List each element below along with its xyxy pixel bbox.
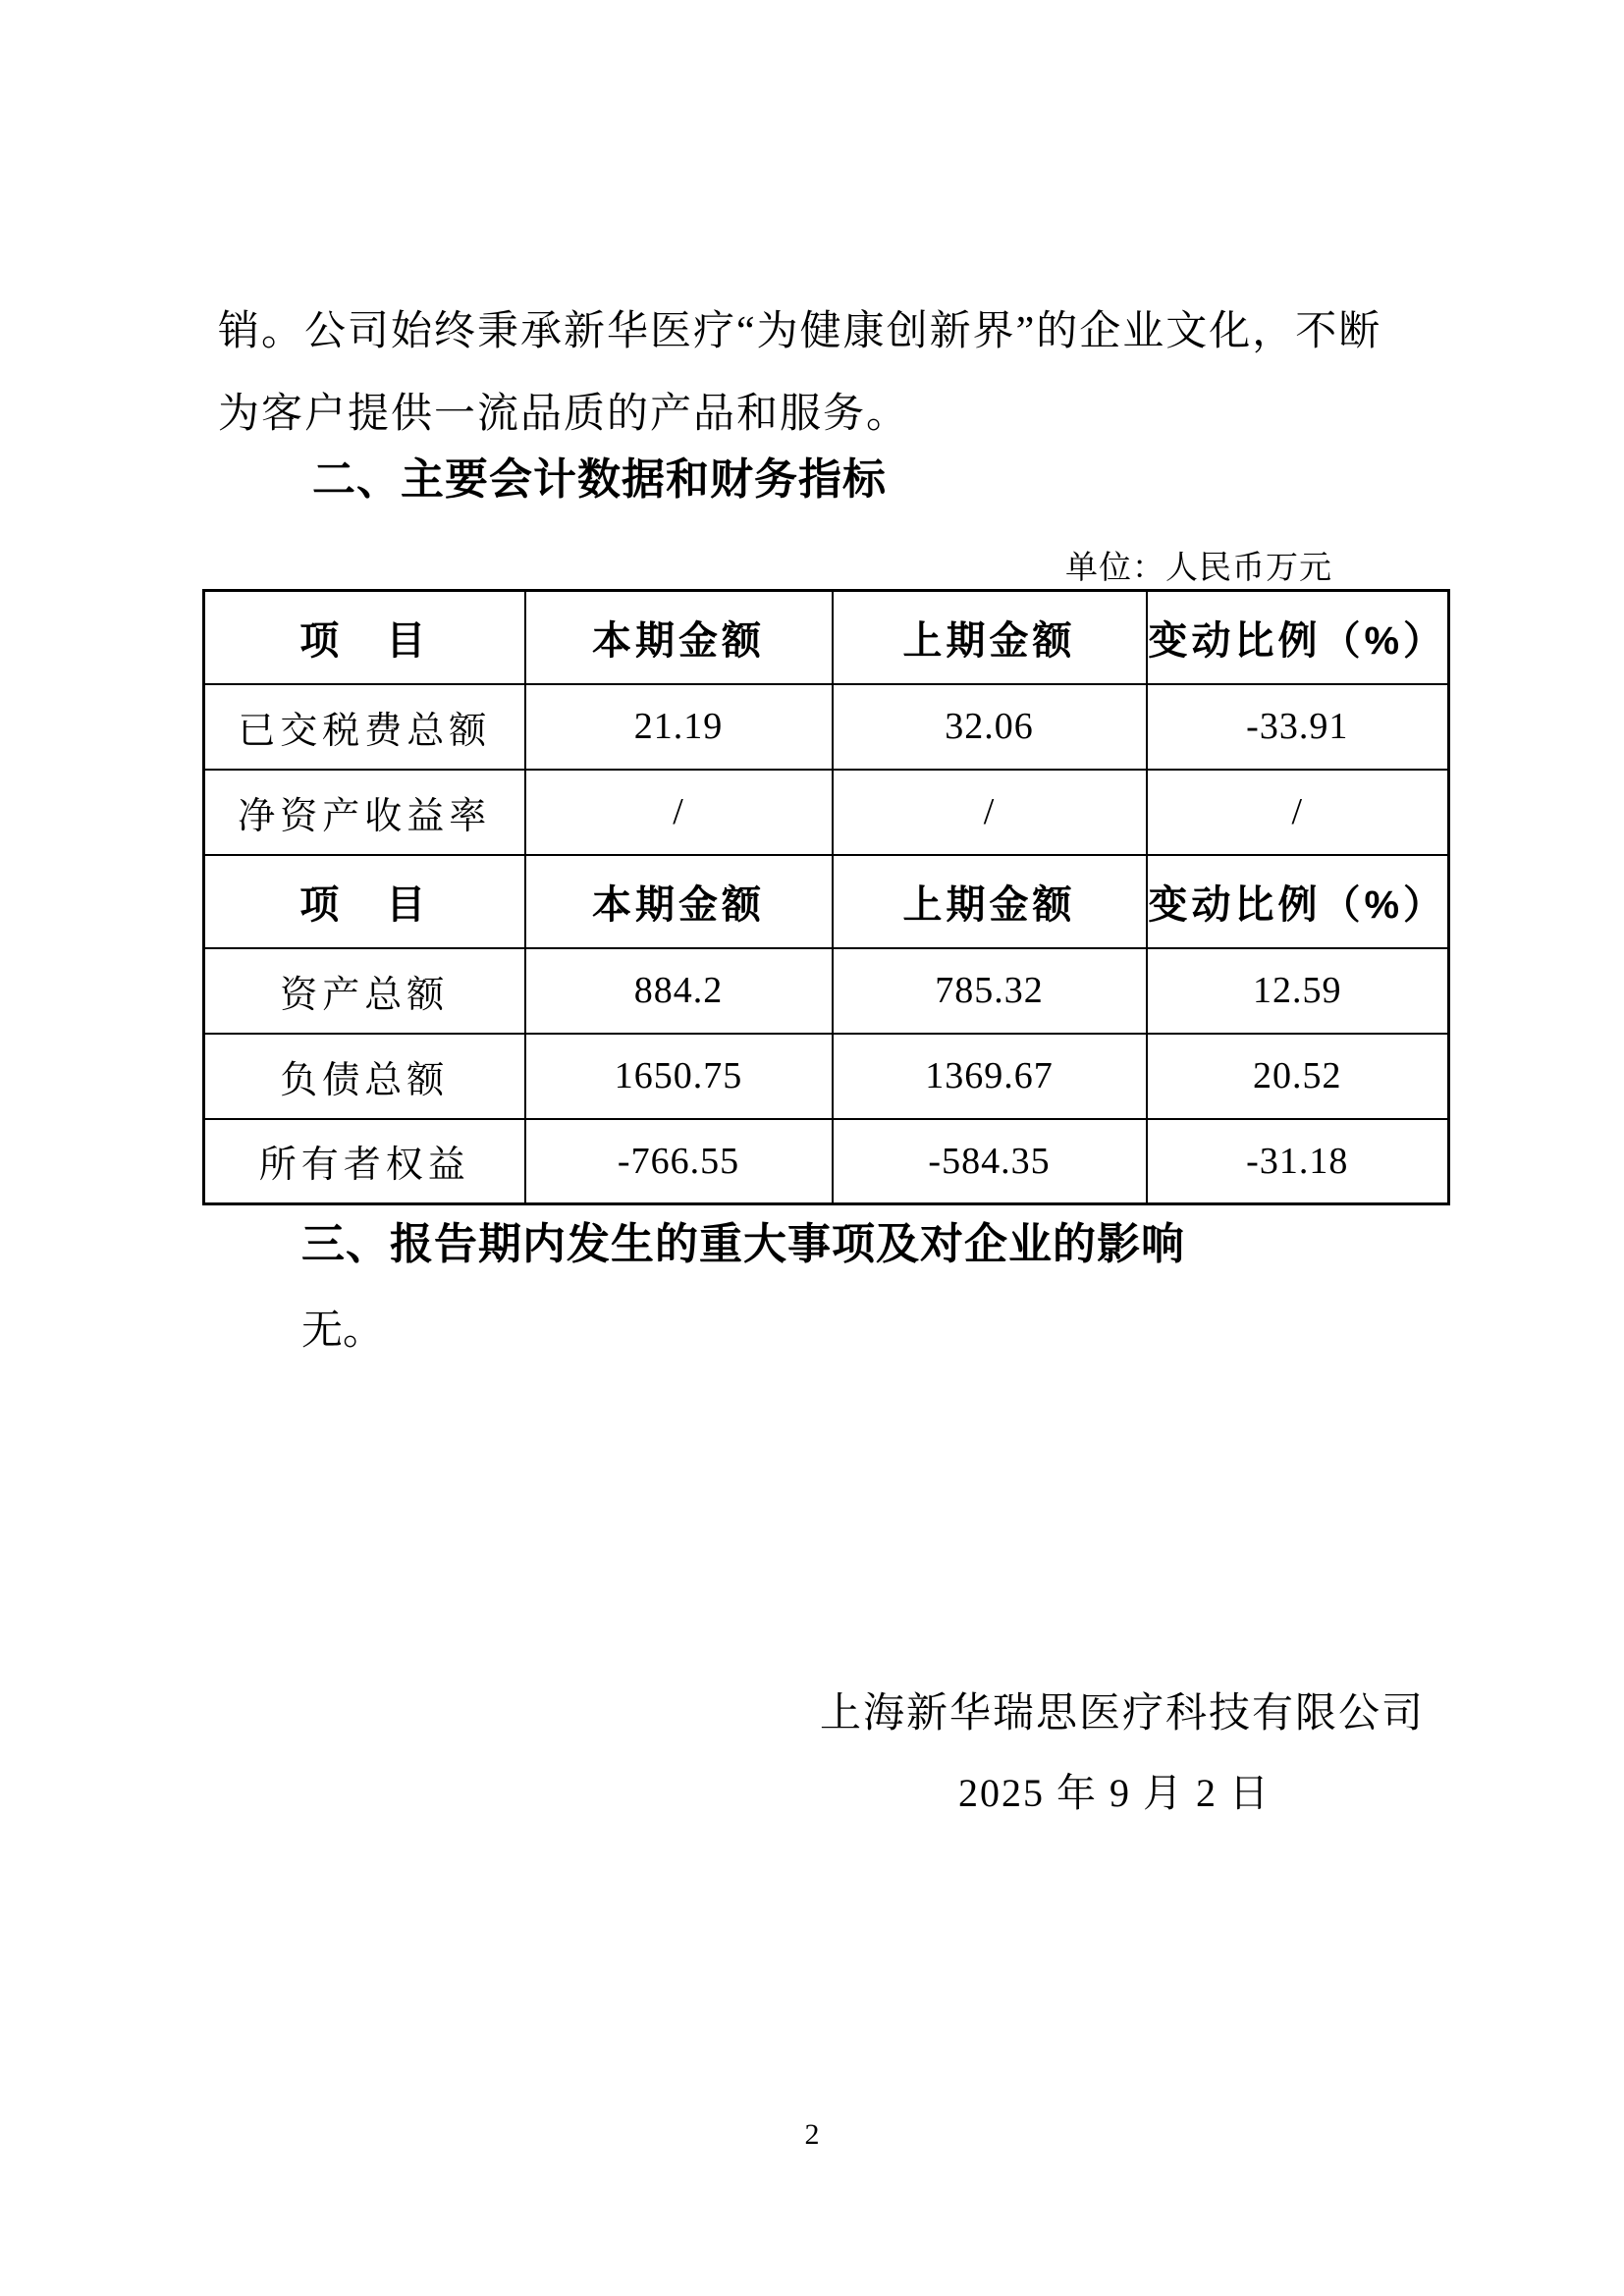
table-header-row bbox=[204, 591, 1449, 684]
table-header-cell: 变动比例（%） bbox=[1147, 591, 1449, 684]
table-header-cell: 变动比例（%） bbox=[1147, 855, 1449, 948]
body-paragraph bbox=[218, 291, 1445, 455]
table-header-cell: 本期金额 bbox=[525, 591, 833, 684]
table-data-row bbox=[204, 770, 1449, 855]
table-cell: 12.59 bbox=[1147, 948, 1449, 1034]
financial-table bbox=[202, 589, 1450, 1205]
table-cell: / bbox=[525, 770, 833, 855]
table-cell: 1650.75 bbox=[525, 1034, 833, 1119]
table-cell: / bbox=[1147, 770, 1449, 855]
table-cell: 32.06 bbox=[833, 684, 1147, 770]
table-cell: 884.2 bbox=[525, 948, 833, 1034]
section3-heading: 三、报告期内发生的重大事项及对企业的影响 bbox=[301, 1220, 1185, 1268]
table-cell: 资产总额 bbox=[204, 948, 525, 1034]
body-paragraph-line-2: 为客户提供一流品质的产品和服务。 bbox=[218, 392, 910, 437]
table-cell: 20.52 bbox=[1147, 1034, 1449, 1119]
signature-company: 上海新华瑞思医疗科技有限公司 bbox=[820, 1691, 1426, 1736]
table-cell: / bbox=[833, 770, 1147, 855]
table-data-row bbox=[204, 1034, 1449, 1119]
table-header-cell: 上期金额 bbox=[833, 591, 1147, 684]
section3-body: 无。 bbox=[301, 1308, 385, 1354]
table-data-row bbox=[204, 948, 1449, 1034]
table-cell: 负债总额 bbox=[204, 1034, 525, 1119]
table-header-cell: 上期金额 bbox=[833, 855, 1147, 948]
table-cell: 21.19 bbox=[525, 684, 833, 770]
table-cell: -31.18 bbox=[1147, 1119, 1449, 1204]
financial-table-body bbox=[204, 591, 1449, 1204]
table-header-cell: 项 目 bbox=[204, 591, 525, 684]
table-data-row bbox=[204, 1119, 1449, 1204]
signature-date: 2025 年 9 月 2 日 bbox=[958, 1771, 1271, 1815]
table-cell: 1369.67 bbox=[833, 1034, 1147, 1119]
table-cell: -584.35 bbox=[833, 1119, 1147, 1204]
table-unit-note: 单位：人民币万元 bbox=[1065, 551, 1332, 586]
table-data-row bbox=[204, 684, 1449, 770]
table-cell: 已交税费总额 bbox=[204, 684, 525, 770]
table-cell: 785.32 bbox=[833, 948, 1147, 1034]
table-header-cell: 本期金额 bbox=[525, 855, 833, 948]
section2-heading: 二、主要会计数据和财务指标 bbox=[312, 455, 887, 504]
body-paragraph-line-1: 销。公司始终秉承新华医疗“为健康创新界”的企业文化，不断 bbox=[218, 309, 1382, 354]
table-cell: -33.91 bbox=[1147, 684, 1449, 770]
page-number: 2 bbox=[804, 2118, 820, 2151]
table-header-row bbox=[204, 855, 1449, 948]
table-cell: 净资产收益率 bbox=[204, 770, 525, 855]
table-cell: -766.55 bbox=[525, 1119, 833, 1204]
table-cell: 所有者权益 bbox=[204, 1119, 525, 1204]
table-header-cell: 项 目 bbox=[204, 855, 525, 948]
